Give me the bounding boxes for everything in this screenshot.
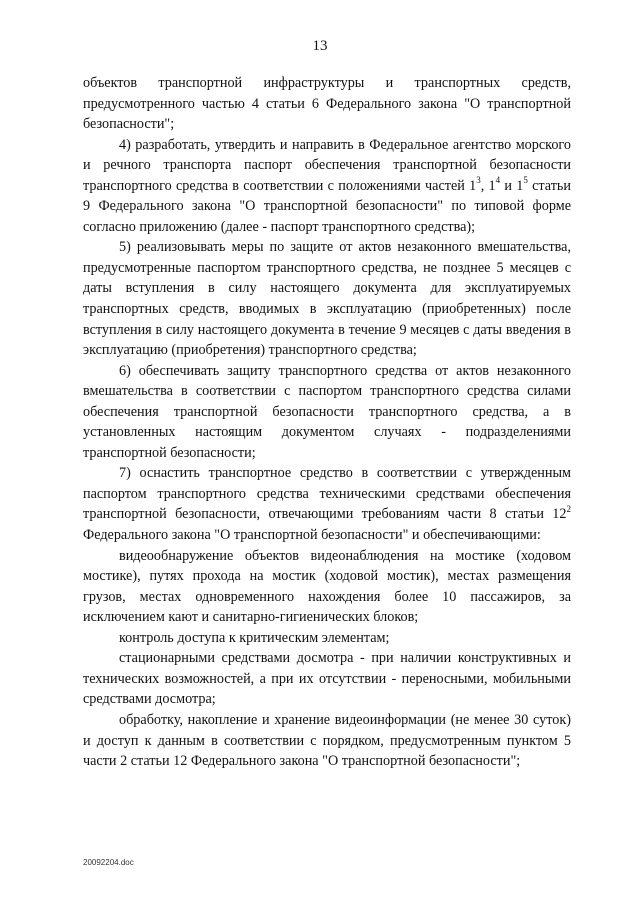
paragraph-item-4: [83, 135, 571, 238]
paragraph-item-7-text-b: Федерального закона "О транспортной безопасности" и обеспечивающими:: [83, 527, 541, 544]
superscript-2: 2: [566, 503, 571, 514]
paragraph-item-6: 6) обеспечивать защиту транспортного средства от актов незаконного вмешательства в соответствии с паспортом транспортного средства силами обеспечения транспортной безопасности транспортного средства, а в установленных настоящим документом случаях - подразделениями транспортной безопасности;: [83, 362, 571, 461]
paragraph-item-4-text-b: , 1: [480, 177, 496, 194]
document-body: [83, 73, 571, 772]
subitem-access-control: контроль доступа к критическим элементам;: [119, 629, 390, 646]
subitem-video-detection: видеообнаружение объектов видеонаблюдения на мостике (ходовом мостике), путях прохода на мостик (ходовой мостик), местах размещения грузов, местах одновременного нахождения более 10 пассажиров, за исключением кают и санитарно-гигиенических блоков;: [83, 547, 571, 626]
page-number: 13: [312, 38, 328, 54]
paragraph-item-4-text-a: 4) разработать, утвердить и направить в Федеральное агентство морского и речного транспорта паспорт обеспечения транспортной безопасности транспортного средства в соответствии с положениями частей 1: [83, 136, 571, 194]
paragraph-item-4-text-d: статьи 9 Федерального закона "О транспортной безопасности" по типовой форме согласно приложению (далее - паспорт транспортного средства);: [83, 177, 571, 235]
superscript-3: 3: [476, 175, 481, 185]
subitem-video-storage: обработку, накопление и хранение видеоинформации (не менее 30 суток) и доступ к данным в соответствии с порядком, предусмотренным пунктом 5 части 2 статьи 12 Федерального закона "О транспортной безопасности";: [83, 711, 571, 770]
paragraph-item-5: 5) реализовывать меры по защите от актов незаконного вмешательства, предусмотренные паспортом транспортного средства, не позднее 5 месяцев с даты вступления в силу настоящего документа для эксплуатируемых транспортных средств, вводимых в эксплуатацию (приобретенных) после вступления в силу настоящего документа в течение 9 месяцев с даты введения в эксплуатацию (приобретения) транспортного средства;: [83, 239, 571, 359]
footer-file-code: 20092204.doc: [83, 858, 134, 867]
superscript-4: 4: [495, 175, 501, 185]
paragraph-continuation: объектов транспортной инфраструктуры и транспортных средств, предусмотренного частью 4 статьи 6 Федерального закона "О транспортной безопасности";: [83, 75, 571, 133]
paragraph-item-7: [83, 463, 571, 545]
paragraph-item-4-text-c: и 1: [500, 177, 524, 194]
subitem-inspection: стационарными средствами досмотра - при наличии конструктивных и технических возможностей, а при их отсутствии - переносными, мобильными средствами досмотра;: [83, 650, 571, 708]
paragraph-item-7-text-a: 7) оснастить транспортное средство в соответствии с утвержденным паспортом транспортного средства техническими средствами обеспечения транспортной безопасности, отвечающими требованиям части 8 статьи 12: [83, 465, 571, 523]
superscript-5: 5: [523, 175, 528, 185]
